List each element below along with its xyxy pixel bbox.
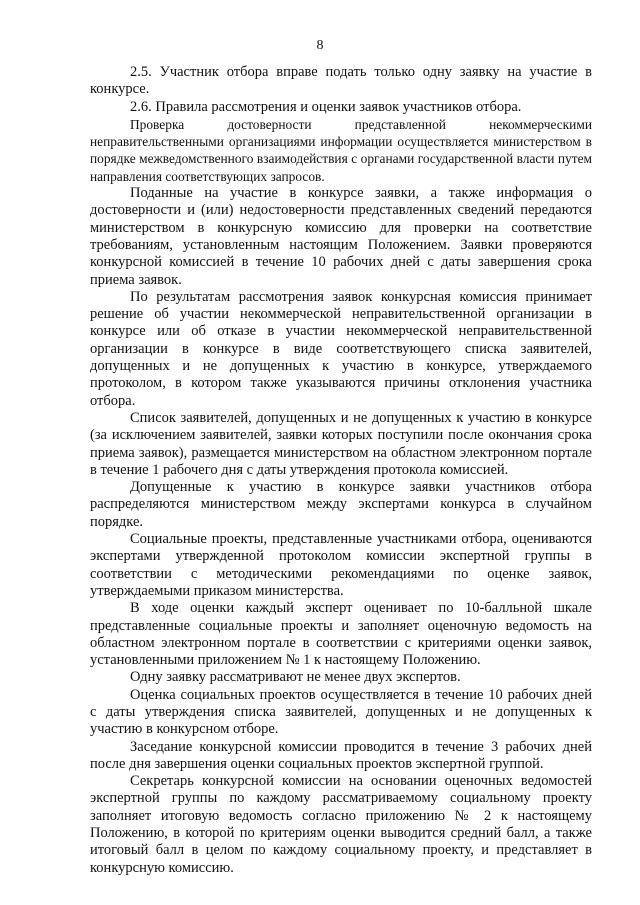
paragraph-verification: Проверка достоверности представленной некоммерческими неправительственными организациями информации осуществляется министерством в порядке межведомственного взаимодействия с органами государственной власти путем направления соответствующих запросов. — [90, 116, 592, 184]
paragraph-evaluation-period: Оценка социальных проектов осуществляется в течение 10 рабочих дней с даты утверждения списка заявителей, допущенных и не допущенных к участию в конкурсном отборе. — [90, 686, 592, 738]
paragraph-commission-meeting: Заседание конкурсной комиссии проводится в течение 3 рабочих дней после дня завершения оценки социальных проектов экспертной группой. — [90, 738, 592, 772]
paragraph-scoring-scale: В ходе оценки каждый эксперт оценивает по 10-балльной шкале представленные социальные проекты и заполняет оценочную ведомость на областном электронном портале в соответствии с критериями оценки заявок, установленными приложением № 1 к настоящему Положению. — [90, 600, 592, 669]
paragraph-applicant-list: Список заявителей, допущенных и не допущенных к участию в конкурсе (за исключением заявителей, заявки которых поступили после окончания срока приема заявок), размещается министерством на областном электронном портале в течение 1 рабочего дня с даты утверждения протокола комиссией. — [90, 409, 592, 478]
paragraph-secretary-summary: Секретарь конкурсной комиссии на основании оценочных ведомостей экспертной группы по каждому рассматриваемому социальному проекту заполняет итоговую ведомость согласно приложению № 2 к настоящему Положению, в которой по критериям оценки выводится средний балл, а также итоговый балл в целом по каждому социальному проекту, и представляет в конкурсную комиссию. — [90, 773, 592, 876]
paragraph-commission-decision: По результатам рассмотрения заявок конкурсная комиссия принимает решение об участии некоммерческой неправительственной организации в конкурсе или об отказе в участии некоммерческой неправительственной организации в конкурсе в виде соответствующего списка заявителей, допущенных и не допущенных к участию в конкурсе, утверждаемого протоколом, в котором также указываются причины отклонения участника отбора. — [90, 288, 592, 409]
page-number: 8 — [316, 38, 324, 53]
paragraph-project-evaluation: Социальные проекты, представленные участниками отбора, оцениваются экспертами утвержденной протоколом комиссии экспертной группы в соответствии с методическими рекомендациями по оценке заявок, утверждаемыми приказом министерства. — [90, 531, 592, 599]
paragraph-two-experts: Одну заявку рассматривают не менее двух экспертов. — [130, 669, 461, 686]
paragraph-distribution: Допущенные к участию в конкурсе заявки участников отбора распределяются министерством между экспертами конкурса в случайном порядке. — [90, 479, 592, 530]
paragraph-submitted-applications: Поданные на участие в конкурсе заявки, а также информация о достоверности и (или) недостоверности представленных сведений передаются министерством в конкурсную комиссию для проверки на соответствие требованиям, установленным настоящим Положением. Заявки проверяются конкурсной комиссией в течение 10 рабочих дней с даты завершения срока приема заявок. — [90, 185, 592, 288]
paragraph-2-5: 2.5. Участник отбора вправе подать только одну заявку на участие в конкурсе. — [90, 64, 592, 98]
document-body — [90, 64, 592, 877]
paragraph-2-6-heading: 2.6. Правила рассмотрения и оценки заявок участников отбора. — [130, 98, 522, 115]
